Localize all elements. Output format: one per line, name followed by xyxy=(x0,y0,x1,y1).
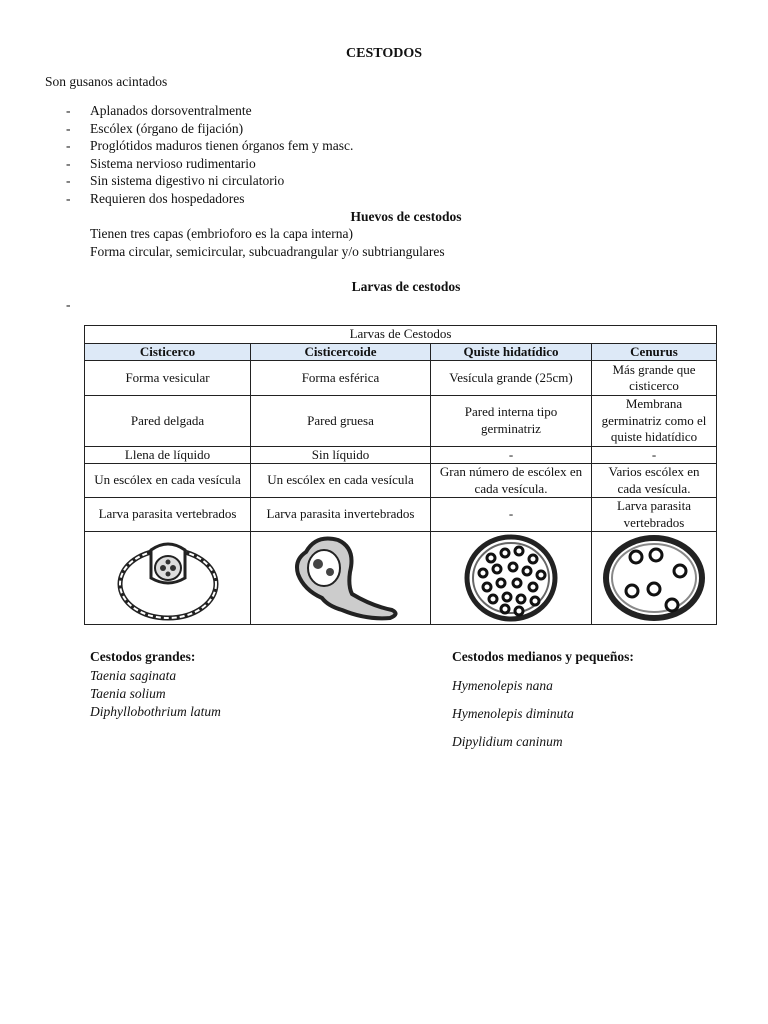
table-cell: Más grande que cisticerco xyxy=(592,361,717,396)
characteristics-list xyxy=(66,102,353,208)
table-cell: Gran número de escólex en cada vesícula. xyxy=(431,464,592,498)
eggs-line: Tienen tres capas (embrioforo es la capa interna) xyxy=(90,226,354,241)
table-cell: Varios escólex en cada vesícula. xyxy=(592,464,717,498)
table-cell: Larva parasita vertebrados xyxy=(85,498,251,532)
eggs-heading: Huevos de cestodos xyxy=(350,209,462,224)
table-cell: Llena de líquido xyxy=(85,446,251,464)
table-cell: Pared interna tipo germinatriz xyxy=(431,396,592,447)
column-header: Quiste hidatídico xyxy=(431,343,592,361)
intro-text: Son gusanos acintados xyxy=(45,74,168,89)
table-caption: Larvas de Cestodos xyxy=(85,326,717,344)
table-cell: Membrana germinatriz como el quiste hidatídico xyxy=(592,396,717,447)
list-item: - Sistema nervioso rudimentario xyxy=(66,155,256,171)
large-cestodes-heading: Cestodos grandes: xyxy=(90,649,196,664)
large-cestodes-list xyxy=(90,667,221,721)
small-cestodes-heading: Cestodos medianos y pequeños: xyxy=(452,649,634,664)
table-cell: Pared delgada xyxy=(85,396,251,447)
table-row xyxy=(85,532,717,625)
species-item: Taenia solium xyxy=(90,686,166,701)
coenurus-drawing xyxy=(602,533,706,623)
table-row xyxy=(85,464,717,498)
table-cell: - xyxy=(431,446,592,464)
species-item: Dipylidium caninum xyxy=(452,734,563,749)
empty-list-dash: - xyxy=(66,297,71,312)
species-item: Diphyllobothrium latum xyxy=(90,704,221,719)
table-cell: Pared gruesa xyxy=(251,396,431,447)
table-row xyxy=(85,498,717,532)
column-header: Cisticerco xyxy=(85,343,251,361)
list-item: - Requieren dos hospedadores xyxy=(66,190,245,206)
table-cell: Forma vesicular xyxy=(85,361,251,396)
small-cestodes-list xyxy=(452,677,574,761)
image-cell xyxy=(251,532,431,625)
hydatid-cyst-drawing xyxy=(461,533,561,623)
image-cell xyxy=(85,532,251,625)
list-item: - Proglótidos maduros tienen órganos fem y masc. xyxy=(66,138,354,154)
image-cell xyxy=(592,532,717,625)
species-item: Hymenolepis diminuta xyxy=(452,706,574,721)
larvae-table xyxy=(84,325,717,625)
table-cell: Un escólex en cada vesícula xyxy=(85,464,251,498)
table-row xyxy=(85,446,717,464)
table-cell: Forma esférica xyxy=(251,361,431,396)
page-title: CESTODOS xyxy=(346,46,422,61)
eggs-line: Forma circular, semicircular, subcuadrangular y/o subtriangulares xyxy=(90,244,445,259)
species-item: Hymenolepis nana xyxy=(452,678,553,693)
list-item: - Escólex (órgano de fijación) xyxy=(66,120,244,136)
table-row xyxy=(85,361,717,396)
column-header: Cenurus xyxy=(592,343,717,361)
table-cell: Larva parasita vertebrados xyxy=(592,498,717,532)
table-cell: - xyxy=(592,446,717,464)
larvae-heading: Larvas de cestodos xyxy=(351,279,461,294)
table-row xyxy=(85,396,717,447)
list-item: - Sin sistema digestivo ni circulatorio xyxy=(66,173,285,189)
image-cell xyxy=(431,532,592,625)
column-header: Cisticercoide xyxy=(251,343,431,361)
table-cell: - xyxy=(431,498,592,532)
list-item: - Aplanados dorsoventralmente xyxy=(66,103,252,118)
table-cell: Un escólex en cada vesícula xyxy=(251,464,431,498)
cysticercoid-drawing xyxy=(276,532,406,624)
species-item: Taenia saginata xyxy=(90,668,177,683)
table-cell: Larva parasita invertebrados xyxy=(251,498,431,532)
table-cell: Sin líquido xyxy=(251,446,431,464)
cysticercus-drawing xyxy=(113,534,223,622)
table-cell: Vesícula grande (25cm) xyxy=(431,361,592,396)
